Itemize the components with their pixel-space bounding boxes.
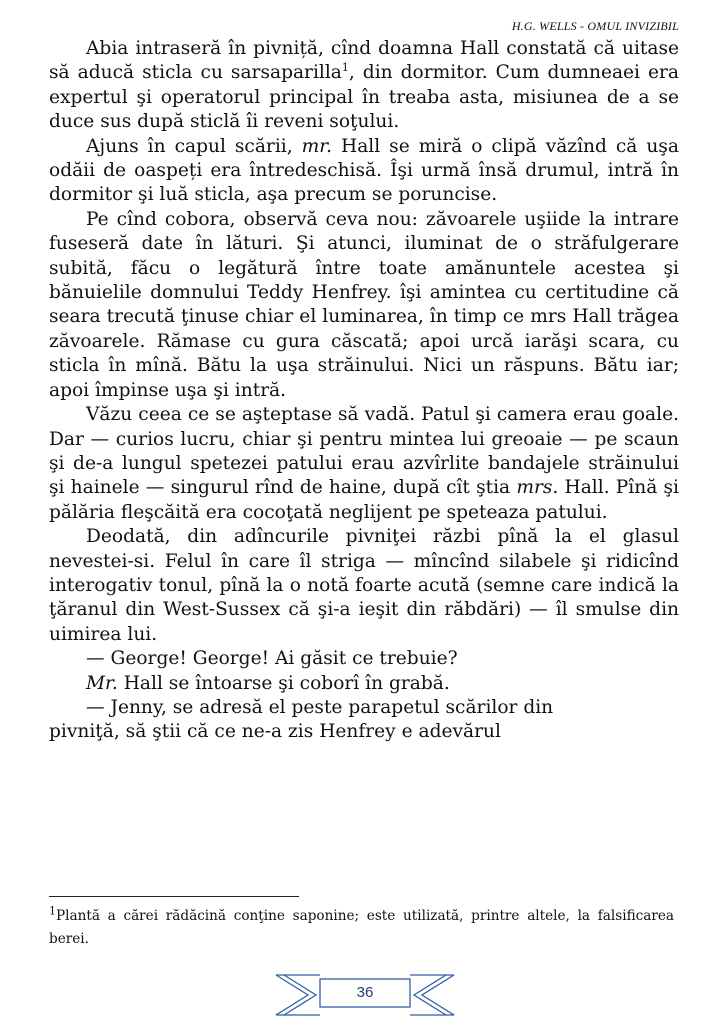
paragraph: Deodată, din adîncurile pivniţei răzbi pînă la el glasul nevestei-si. Felul în care îl striga — mîncînd silabele şi ridicînd interogativ tonul, pînă la o notă foarte acută (semne care indică la ţăranul din West-Sussex că şi-a ieşit din răbdări) — îl smulse din uimirea lui. xyxy=(49,526,679,645)
page-number: 36 xyxy=(356,984,374,1001)
text-run: Hall. Pînă şi pălăria fleşcăită era cocoţată neglijent pe speteaza patului. xyxy=(49,477,679,523)
text-run: Ajuns în capul scării, xyxy=(86,135,302,157)
footnote-separator xyxy=(49,896,299,897)
text-run: Văzu ceea ce se aşteptase să vadă. Patul şi camera erau goale. Dar — curios lucru, chiar şi pentru mintea lui greoaie — pe scaun şi de-a lungul spetezei patului erau azvîrlite bandajele străinului şi hainele — singurul rînd de haine, după cît ştia xyxy=(49,404,679,499)
paragraph xyxy=(49,135,679,208)
paragraph-continuation xyxy=(49,720,679,744)
emphasis: mrs. xyxy=(516,477,559,499)
text-run: Hall se întoarse şi coborî în grabă. xyxy=(117,672,450,694)
paragraph xyxy=(49,672,679,696)
footnote xyxy=(49,905,674,951)
emphasis: Mr. xyxy=(86,672,118,694)
text-run: — Jenny, se adresă el peste parapetul scărilor din xyxy=(86,696,554,718)
footnote-reference[interactable]: 1 xyxy=(341,61,349,75)
body-text xyxy=(49,37,679,745)
text-run: pivniţă, să ştii că ce ne-a zis Henfrey e adevărul xyxy=(49,721,501,743)
page-number-ornament xyxy=(270,965,460,1025)
text-run: Hall se miră o clipă văzînd că uşa odăii de oaspeți era întredeschisă. Îşi urmă însă drumul, intră în dormitor şi luă sticla, aşa precum se poruncise. xyxy=(49,135,679,206)
text-run: Abia intraseră în pivniță, cînd doamna Hall constată că uitase să aducă sticla cu sarsaparilla xyxy=(49,38,679,84)
emphasis: mr. xyxy=(301,135,332,157)
dialogue-line: — George! George! Ai găsit ce trebuie? xyxy=(86,648,458,670)
paragraph xyxy=(49,37,679,135)
paragraph: Pe cînd cobora, observă ceva nou: zăvoarele uşiide la intrare fuseseră date în lături. Şi atunci, iluminat de o străfulgerare subită, făcu o legătură între toate amănuntele acestea şi bănuielile domnului Teddy Henfrey. îşi amintea cu certitudine că seara trecută ţinuse chiar el luminarea, în timp ce mrs Hall trăgea zăvoarele. Rămase cu gura căscată; apoi urcă iarăşi scara, cu sticla în mînă. Bătu la uşa străinului. Nici un răspuns. Bătu iar; apoi împinse uşa şi intră. xyxy=(49,208,679,401)
text-run: , din dormitor. Cum dumneaei era expertul şi operatorul principal în treaba asta, misiunea de a se duce sus după sticlă îi reveni soţului. xyxy=(49,62,679,133)
dialogue-line xyxy=(49,696,679,720)
footnote-marker: 1 xyxy=(49,904,56,918)
running-header: H.G. WELLS - OMUL INVIZIBIL xyxy=(511,19,679,33)
paragraph xyxy=(49,403,679,525)
footnote-text: Plantă a cărei rădăcină conţine saponine; este utilizată, printre altele, la falsificarea berei. xyxy=(49,908,674,947)
